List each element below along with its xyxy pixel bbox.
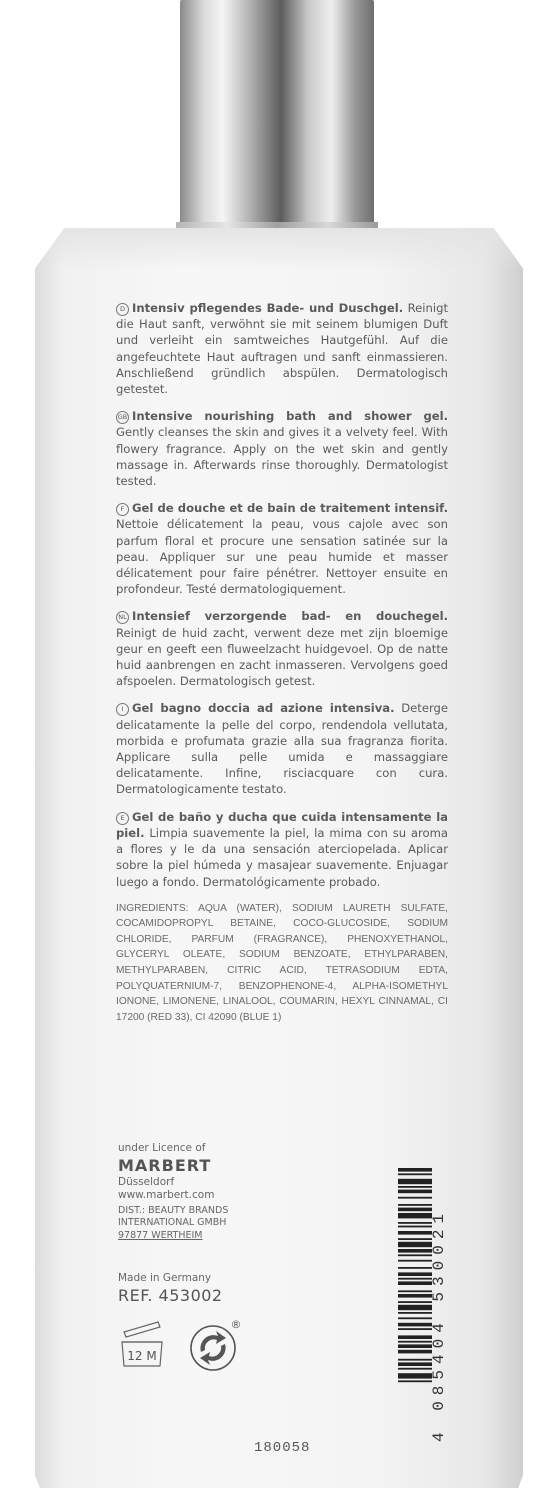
reference-number: REF. 453002 [118, 1286, 223, 1305]
barcode-bar [398, 1359, 432, 1361]
barcode-bar [398, 1173, 432, 1175]
barcode-bar [398, 1179, 432, 1184]
barcode-bar [398, 1281, 432, 1285]
barcode-bar [398, 1305, 432, 1310]
barcode-bar [398, 1312, 432, 1314]
distributor-line: INTERNATIONAL GMBH [118, 1217, 227, 1228]
section-body: Nettoie délicatement la peau, vous cajole avec son parfum floral et procure une sensation satinée sur la peau. Appliquer sur une peau humide et masser délicatement pour faire pénétrer. Nettoyer ensuite en profondeur. Testé dermatologiquement. [116, 517, 448, 597]
section-body: Deterge delicatamente la pelle del corpo, rendendola vellutata, morbida e profumata grazie alla sua fragranza fiorita. Applicare sulla pelle umida e massaggiare delicatamente. Infine, risciacquare con cura. Dermatologicamente testato. [116, 701, 449, 797]
distributor-line: 97877 WERTHEIM [118, 1229, 203, 1241]
section-body: Reinigt de huid zacht, verwent deze met zijn bloemige geur en geeft een fluweelzacht huidgevoel. Op de natte huid aanbrengen en zacht inmasseren. Vervolgens goed afspoelen. Dermatologisch getest. [116, 625, 448, 689]
licence-block [118, 1142, 318, 1242]
barcode-bar [398, 1328, 432, 1330]
section-title: Gel de baño y ducha que cuida intensamente la piel. [116, 809, 448, 840]
recycle-icon [186, 1316, 244, 1372]
barcode-bar [398, 1267, 432, 1269]
open-jar-icon [118, 1318, 166, 1370]
section-title: Intensief verzorgende bad- en douchegel. [132, 609, 448, 624]
barcode-bar [398, 1208, 432, 1212]
barcode-bar [398, 1294, 432, 1298]
section-body: Limpia suavemente la piel, la mima con su aroma a flores y le da una sensación aterciopelada. Aplicar sobre la piel húmeda y masajear suavemente. Enjuagar luego a fondo. Dermatológicamente probado. [116, 825, 449, 889]
section-de [116, 300, 448, 397]
label-text [116, 300, 448, 1025]
lang-badge: D [116, 303, 129, 316]
barcode-bar [398, 1260, 432, 1262]
brand-name: MARBERT [118, 1155, 212, 1175]
barcode-bar [398, 1380, 432, 1382]
section-title: Gel de douche et de bain de traitement intensif. [132, 501, 448, 516]
barcode-bar [398, 1272, 432, 1276]
brand-city: Düsseldorf [118, 1175, 175, 1188]
section-f [116, 500, 448, 597]
barcode-bar [398, 1368, 432, 1370]
barcode-bar [398, 1213, 432, 1218]
barcode-bar [398, 1231, 432, 1235]
lang-badge: NL [116, 611, 129, 624]
lot-number: 180058 [254, 1440, 311, 1456]
section-nl [116, 608, 448, 689]
section-body: Gently cleanses the skin and gives it a velvety feel. With flowery fragrance. Apply on the wet skin and gently massage in. Afterwards rinse thoroughly. Dermatologist tested. [116, 425, 448, 489]
bottle-shoulder [35, 228, 523, 270]
section-title: Intensive nourishing bath and shower gel. [132, 409, 448, 424]
barcode-bar [398, 1344, 432, 1348]
made-in: Made in Germany [118, 1272, 212, 1284]
section-i [116, 700, 448, 797]
barcode-bar [398, 1362, 432, 1366]
barcode-bar [398, 1323, 432, 1327]
section-title: Gel bagno doccia ad azione intensiva. [132, 701, 395, 716]
barcode-bar [398, 1197, 432, 1199]
barcode-bar [398, 1168, 432, 1172]
section-title: Intensiv pflegendes Bade- und Duschgel. [132, 301, 404, 315]
barcode-number: 4 085404 530021 [430, 1207, 448, 1442]
barcode-bar [398, 1238, 432, 1240]
lang-badge: I [116, 703, 129, 716]
barcode-bar [398, 1350, 432, 1354]
barcode-bar [398, 1254, 432, 1256]
barcode-bar [398, 1278, 432, 1280]
section-e [116, 809, 448, 890]
lang-badge: E [116, 812, 129, 825]
section-body: Reinigt die Haut sanft, verwöhnt sie mit seinem blumigen Duft und verleiht ein samtweiches Hautgefühl. Auf die angefeuchtete Haut auftragen und sanft einmassieren. Anschließend gründlich abspülen. Dermatologisch getestet. [116, 301, 448, 397]
barcode-bar [398, 1341, 432, 1343]
barcode-bar [398, 1317, 432, 1319]
barcode-bar [398, 1204, 432, 1206]
ingredients-list: INGREDIENTS: AQUA (WATER), SODIUM LAURETH SULFATE, COCAMIDOPROPYL BETAINE, COCO-GLUCOSIDE, SODIUM CHLORIDE, PARFUM (FRAGRANCE), PHENOXYETHANOL, GLYCERYL OLEATE, SODIUM BENZOATE, ETHYLPARABEN, METHYLPARABEN, CITRIC ACID, TETRASODIUM EDTA, POLYQUATERNIUM-7, BENZOPHENONE-4, ALPHA-ISOMETHYL IONONE, LIMONENE, LINALOOL, COUMARIN, HEXYL CINNAMAL, CI 17200 (RED 33), CI 42090 (BLUE 1) [116, 902, 448, 1023]
registered-mark: ® [230, 1318, 242, 1331]
barcode-bar [398, 1301, 432, 1303]
barcode-bar [398, 1226, 432, 1228]
barcode-bar [398, 1242, 432, 1247]
barcode-bar [398, 1186, 432, 1188]
distributor-line: DIST.: BEAUTY BRANDS [118, 1204, 229, 1216]
section-gb [116, 408, 448, 489]
barcode-bar [398, 1290, 432, 1292]
pao-label: 12 M [127, 1349, 157, 1363]
barcode-bar [398, 1373, 432, 1378]
barcode-bar [398, 1190, 432, 1194]
brand-website: www.marbert.com [118, 1189, 215, 1201]
barcode-bar [398, 1222, 432, 1224]
barcode-bar [398, 1249, 432, 1253]
bottle-cap [180, 0, 374, 228]
distributor [118, 1205, 318, 1243]
lang-badge: F [116, 503, 129, 516]
barcode-bar [398, 1335, 432, 1339]
lang-badge: GB [116, 411, 129, 424]
licence-under: under Licence of [118, 1142, 206, 1154]
